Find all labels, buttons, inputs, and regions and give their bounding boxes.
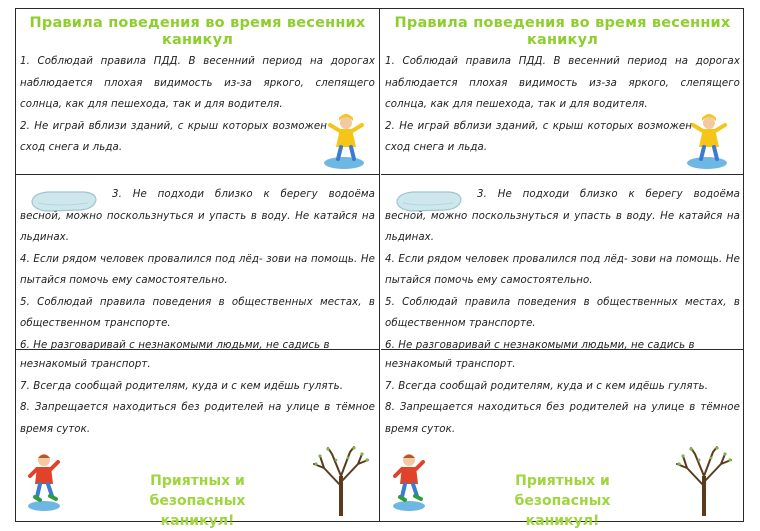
- memo-section-2: [16, 175, 379, 350]
- closing-wish: Приятных и безопасных каникул!: [149, 473, 246, 529]
- ice-floe-illustration: [28, 187, 100, 217]
- child-jumping-puddle-illustration: [26, 450, 66, 514]
- rule-7: 7. Всегда сообщай родителям, куда и с кем идёшь гулять.: [20, 380, 344, 392]
- memo-section-1: [16, 9, 379, 175]
- memo-sheet: [15, 8, 744, 529]
- rule-6-start: 6. Не разговаривай с незнакомыми людьми, не садись в: [20, 339, 330, 351]
- child-jumping-puddle-illustration: [391, 450, 431, 514]
- rule-3: 3. Не подходи близко к берегу водоёма весной, можно поскользнуться и упасть в воду. Не катайся на льдинах.: [385, 189, 740, 243]
- rule-5: 5. Соблюдай правила поведения в общественных местах, в общественном транспорте.: [385, 296, 740, 329]
- rule-4: 4. Если рядом человек провалился под лёд- зови на помощь. Не пытайся помочь ему самостоятельно.: [385, 253, 740, 286]
- rule-4: 4. Если рядом человек провалился под лёд- зови на помощь. Не пытайся помочь ему самостоятельно.: [20, 253, 375, 286]
- bare-tree-illustration: [673, 446, 735, 516]
- rule-6-end: незнакомый транспорт.: [20, 359, 151, 370]
- memo-column-right: [381, 9, 744, 529]
- memo-column-left: [16, 9, 380, 529]
- child-in-raincoat-illustration: [683, 111, 737, 173]
- memo-section-2: [381, 175, 744, 350]
- rule-3: 3. Не подходи близко к берегу водоёма весной, можно поскользнуться и упасть в воду. Не катайся на льдинах.: [20, 189, 375, 243]
- memo-section-3: [16, 350, 379, 529]
- rule-group-3: [385, 354, 740, 440]
- rule-8: 8. Запрещается находиться без родителей на улице в тёмное время суток.: [385, 402, 740, 435]
- memo-section-1: [381, 9, 744, 175]
- rule-1: 1. Соблюдай правила ПДД. В весенний период на дорогах наблюдается плохая видимость из-за яркого, слепящего солнца, как для пешехода, так и для водителя.: [20, 56, 375, 110]
- bare-tree-illustration: [310, 446, 372, 516]
- rule-2: 2. Не играй вблизи зданий, с крыш которых возможен сход снега и льда.: [20, 120, 327, 153]
- rule-2: 2. Не играй вблизи зданий, с крыш которых возможен сход снега и льда.: [385, 120, 692, 153]
- memo-title: Правила поведения во время весенних каникул: [29, 15, 366, 48]
- rule-5: 5. Соблюдай правила поведения в общественных местах, в общественном транспорте.: [20, 296, 375, 329]
- rule-6-end: незнакомый транспорт.: [385, 359, 516, 370]
- rule-8: 8. Запрещается находиться без родителей на улице в тёмное время суток.: [20, 402, 375, 435]
- memo-section-3: [381, 350, 744, 529]
- rule-1: 1. Соблюдай правила ПДД. В весенний период на дорогах наблюдается плохая видимость из-за яркого, слепящего солнца, как для пешехода, так и для водителя.: [385, 56, 740, 110]
- rule-6-start: 6. Не разговаривай с незнакомыми людьми, не садись в: [385, 339, 695, 351]
- ice-floe-illustration: [393, 187, 465, 217]
- rule-7: 7. Всегда сообщай родителям, куда и с кем идёшь гулять.: [385, 380, 709, 392]
- rule-group-3: [20, 354, 375, 440]
- closing-wish: Приятных и безопасных каникул!: [514, 473, 611, 529]
- memo-title: Правила поведения во время весенних каникул: [394, 15, 731, 48]
- child-in-raincoat-illustration: [320, 111, 374, 173]
